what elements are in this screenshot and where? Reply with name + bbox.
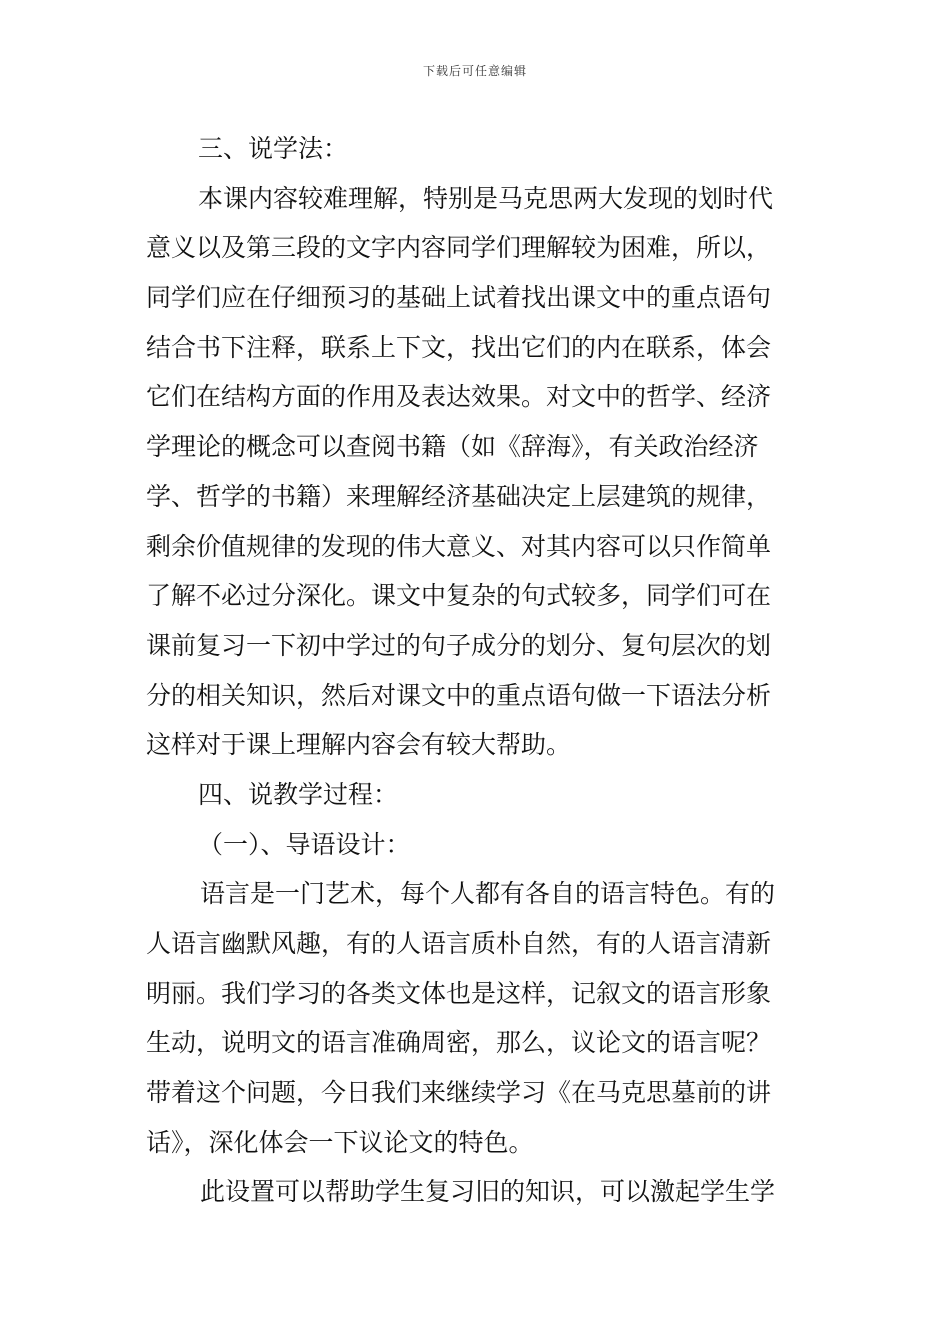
paragraph-line: 语言是一门艺术，每个人都有各自的语言特色。有的 (200, 879, 776, 909)
heading-study-method: 三、说学法： (198, 134, 349, 163)
paragraph-line: 剩余价值规律的发现的伟大意义、对其内容可以只作简单 (146, 531, 772, 561)
heading-teaching-process: 四、说教学过程： (198, 779, 399, 809)
paragraph-line: 人语言幽默风趣，有的人语言质朴自然，有的人语言清新 (146, 929, 772, 958)
paragraph-line: 了解不必过分深化。课文中复杂的句式较多，同学们可在 (146, 581, 772, 611)
page-header: 下载后可任意编辑 (422, 64, 527, 78)
paragraph-line: 课前复习一下初中学过的句子成分的划分、复句层次的划 (146, 630, 772, 660)
paragraph-line: 带着这个问题，今日我们来继续学习《在马克思墓前的讲 (146, 1078, 772, 1108)
document-body (146, 124, 810, 1217)
paragraph-line: 此设置可以帮助学生复习旧的知识，可以激起学生学 (200, 1177, 776, 1207)
subheading-intro-design: （一）、导语设计： (198, 829, 411, 859)
paragraph-line: 意义以及第三段的文字内容同学们理解较为困难，所以， (146, 233, 772, 263)
paragraph-line: 这样对于课上理解内容会有较大帮助。 (146, 730, 572, 760)
paragraph-line: 学理论的概念可以查阅书籍（如《辞海》，有关政治经济 (146, 432, 759, 462)
paragraph-line: 它们在结构方面的作用及表达效果。对文中的哲学、经济 (146, 382, 772, 412)
paragraph-line: 分的相关知识，然后对课文中的重点语句做一下语法分析 (146, 680, 772, 710)
paragraph-line: 生动，说明文的语言准确周密，那么，议论文的语言呢？ (146, 1028, 772, 1058)
paragraph-line: 结合书下注释，联系上下文，找出它们的内在联系，体会 (146, 332, 772, 362)
paragraph-line: 同学们应在仔细预习的基础上试着找出课文中的重点语句 (146, 283, 772, 313)
paragraph-line: 明丽。我们学习的各类文体也是这样，记叙文的语言形象 (146, 978, 772, 1008)
paragraph-line: 学、哲学的书籍）来理解经济基础决定上层建筑的规律， (146, 481, 772, 511)
paragraph-line: 本课内容较难理解，特别是马克思两大发现的划时代 (198, 183, 774, 213)
paragraph-line: 话》，深化体会一下议论文的特色。 (146, 1127, 534, 1157)
